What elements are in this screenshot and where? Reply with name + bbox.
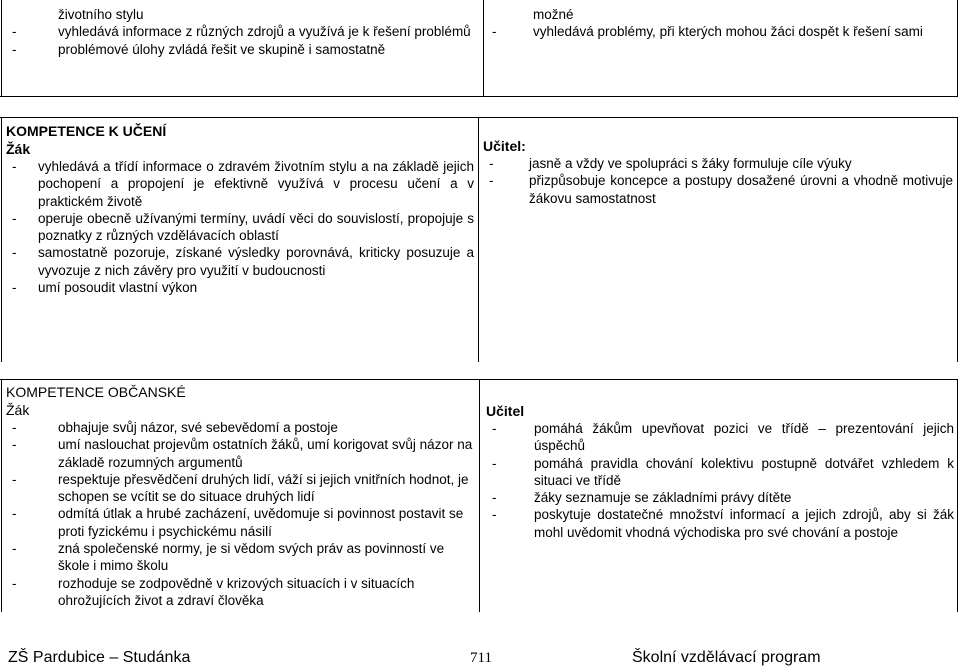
list-item: - přizpůsobuje koncepce a postupy dosažené úrovni a vhodně motivuje žákovu samostatnost (483, 172, 953, 207)
list-item: - umí naslouchat projevům ostatních žáků, umí korigovat svůj názor na základě rozumných argumentů (6, 436, 474, 471)
list-item: - pomáhá žákům upevňovat pozici ve třídě – prezentování jejich úspěchů (486, 420, 954, 455)
list-item: - vyhledává a třídí informace o zdravém životním stylu a na základě jejich pochopení a propojení je efektivně využívá v procesu učení a v praktickém životě (6, 158, 474, 210)
top-section (0, 0, 960, 97)
top-left-cell (6, 6, 476, 58)
footer-program: Školní vzdělávací program (632, 649, 821, 666)
list-item: - rozhoduje se zodpovědně v krizových situacích i v situacích ohrožujících život a zdraví člověka (6, 575, 474, 610)
section-title: KOMPETENCE OBČANSKÉ (6, 384, 186, 400)
list-item: - pomáhá pravidla chování kolektivu postupně dotvářet vzhledem k situaci ve třídě (486, 455, 954, 490)
continued-line: možné (533, 7, 574, 22)
section-title: KOMPETENCE K UČENÍ (6, 123, 167, 139)
student-label: Žák (6, 402, 30, 418)
list-item: - respektuje přesvědčení druhých lidí, váží si jejich vnitřních hodnot, je schopen se vcítit se do situace druhých lidí (6, 471, 474, 506)
list-item: - žáky seznamuje se základními právy dítěte (486, 489, 954, 506)
footer-page-number: 711 (470, 650, 492, 666)
learning-teacher-cell (483, 137, 953, 207)
list-item: - zná společenské normy, je si vědom svých práv as povinností ve škole i mimo školu (6, 540, 474, 575)
list-item: - samostatně pozoruje, získané výsledky porovnává, kriticky posuzuje a vyvozuje z nich závěry pro využití v budoucnosti (6, 244, 474, 279)
teacher-label: Učitel (486, 403, 525, 419)
teacher-label: Učitel: (483, 138, 526, 154)
list-item: - operuje obecně užívanými termíny, uvádí věci do souvislostí, propojuje s poznatky z různých vzdělávacích oblastí (6, 210, 474, 245)
student-label: Žák (6, 141, 31, 157)
civic-teacher-cell (486, 402, 954, 541)
learning-section (0, 117, 960, 362)
footer-school: ZŠ Pardubice – Studánka (8, 649, 191, 666)
civic-student-cell (6, 383, 474, 609)
learning-student-cell (6, 122, 474, 296)
list-item: - poskytuje dostatečné množství informací a jejich zdrojů, aby si žák mohl uvědomit vhodná východiska pro své chování a postoje (486, 506, 954, 541)
list-item: - vyhledává problémy, při kterých mohou žáci dospět k řešení sami (486, 23, 952, 40)
list-item: - umí posoudit vlastní výkon (6, 279, 474, 296)
list-item: - problémové úlohy zvládá řešit ve skupině i samostatně (6, 41, 476, 58)
continued-line: životního stylu (58, 7, 144, 22)
list-item: - obhajuje svůj názor, své sebevědomí a postoje (6, 419, 474, 436)
top-right-cell (486, 6, 952, 41)
list-item: - vyhledává informace z různých zdrojů a využívá je k řešení problémů (6, 23, 476, 40)
civic-section (0, 379, 960, 612)
list-item: - odmítá útlak a hrubé zacházení, uvědomuje si povinnost postavit se proti fyzickému i psychickému násilí (6, 505, 474, 540)
list-item: - jasně a vždy ve spolupráci s žáky formuluje cíle výuky (483, 155, 953, 172)
